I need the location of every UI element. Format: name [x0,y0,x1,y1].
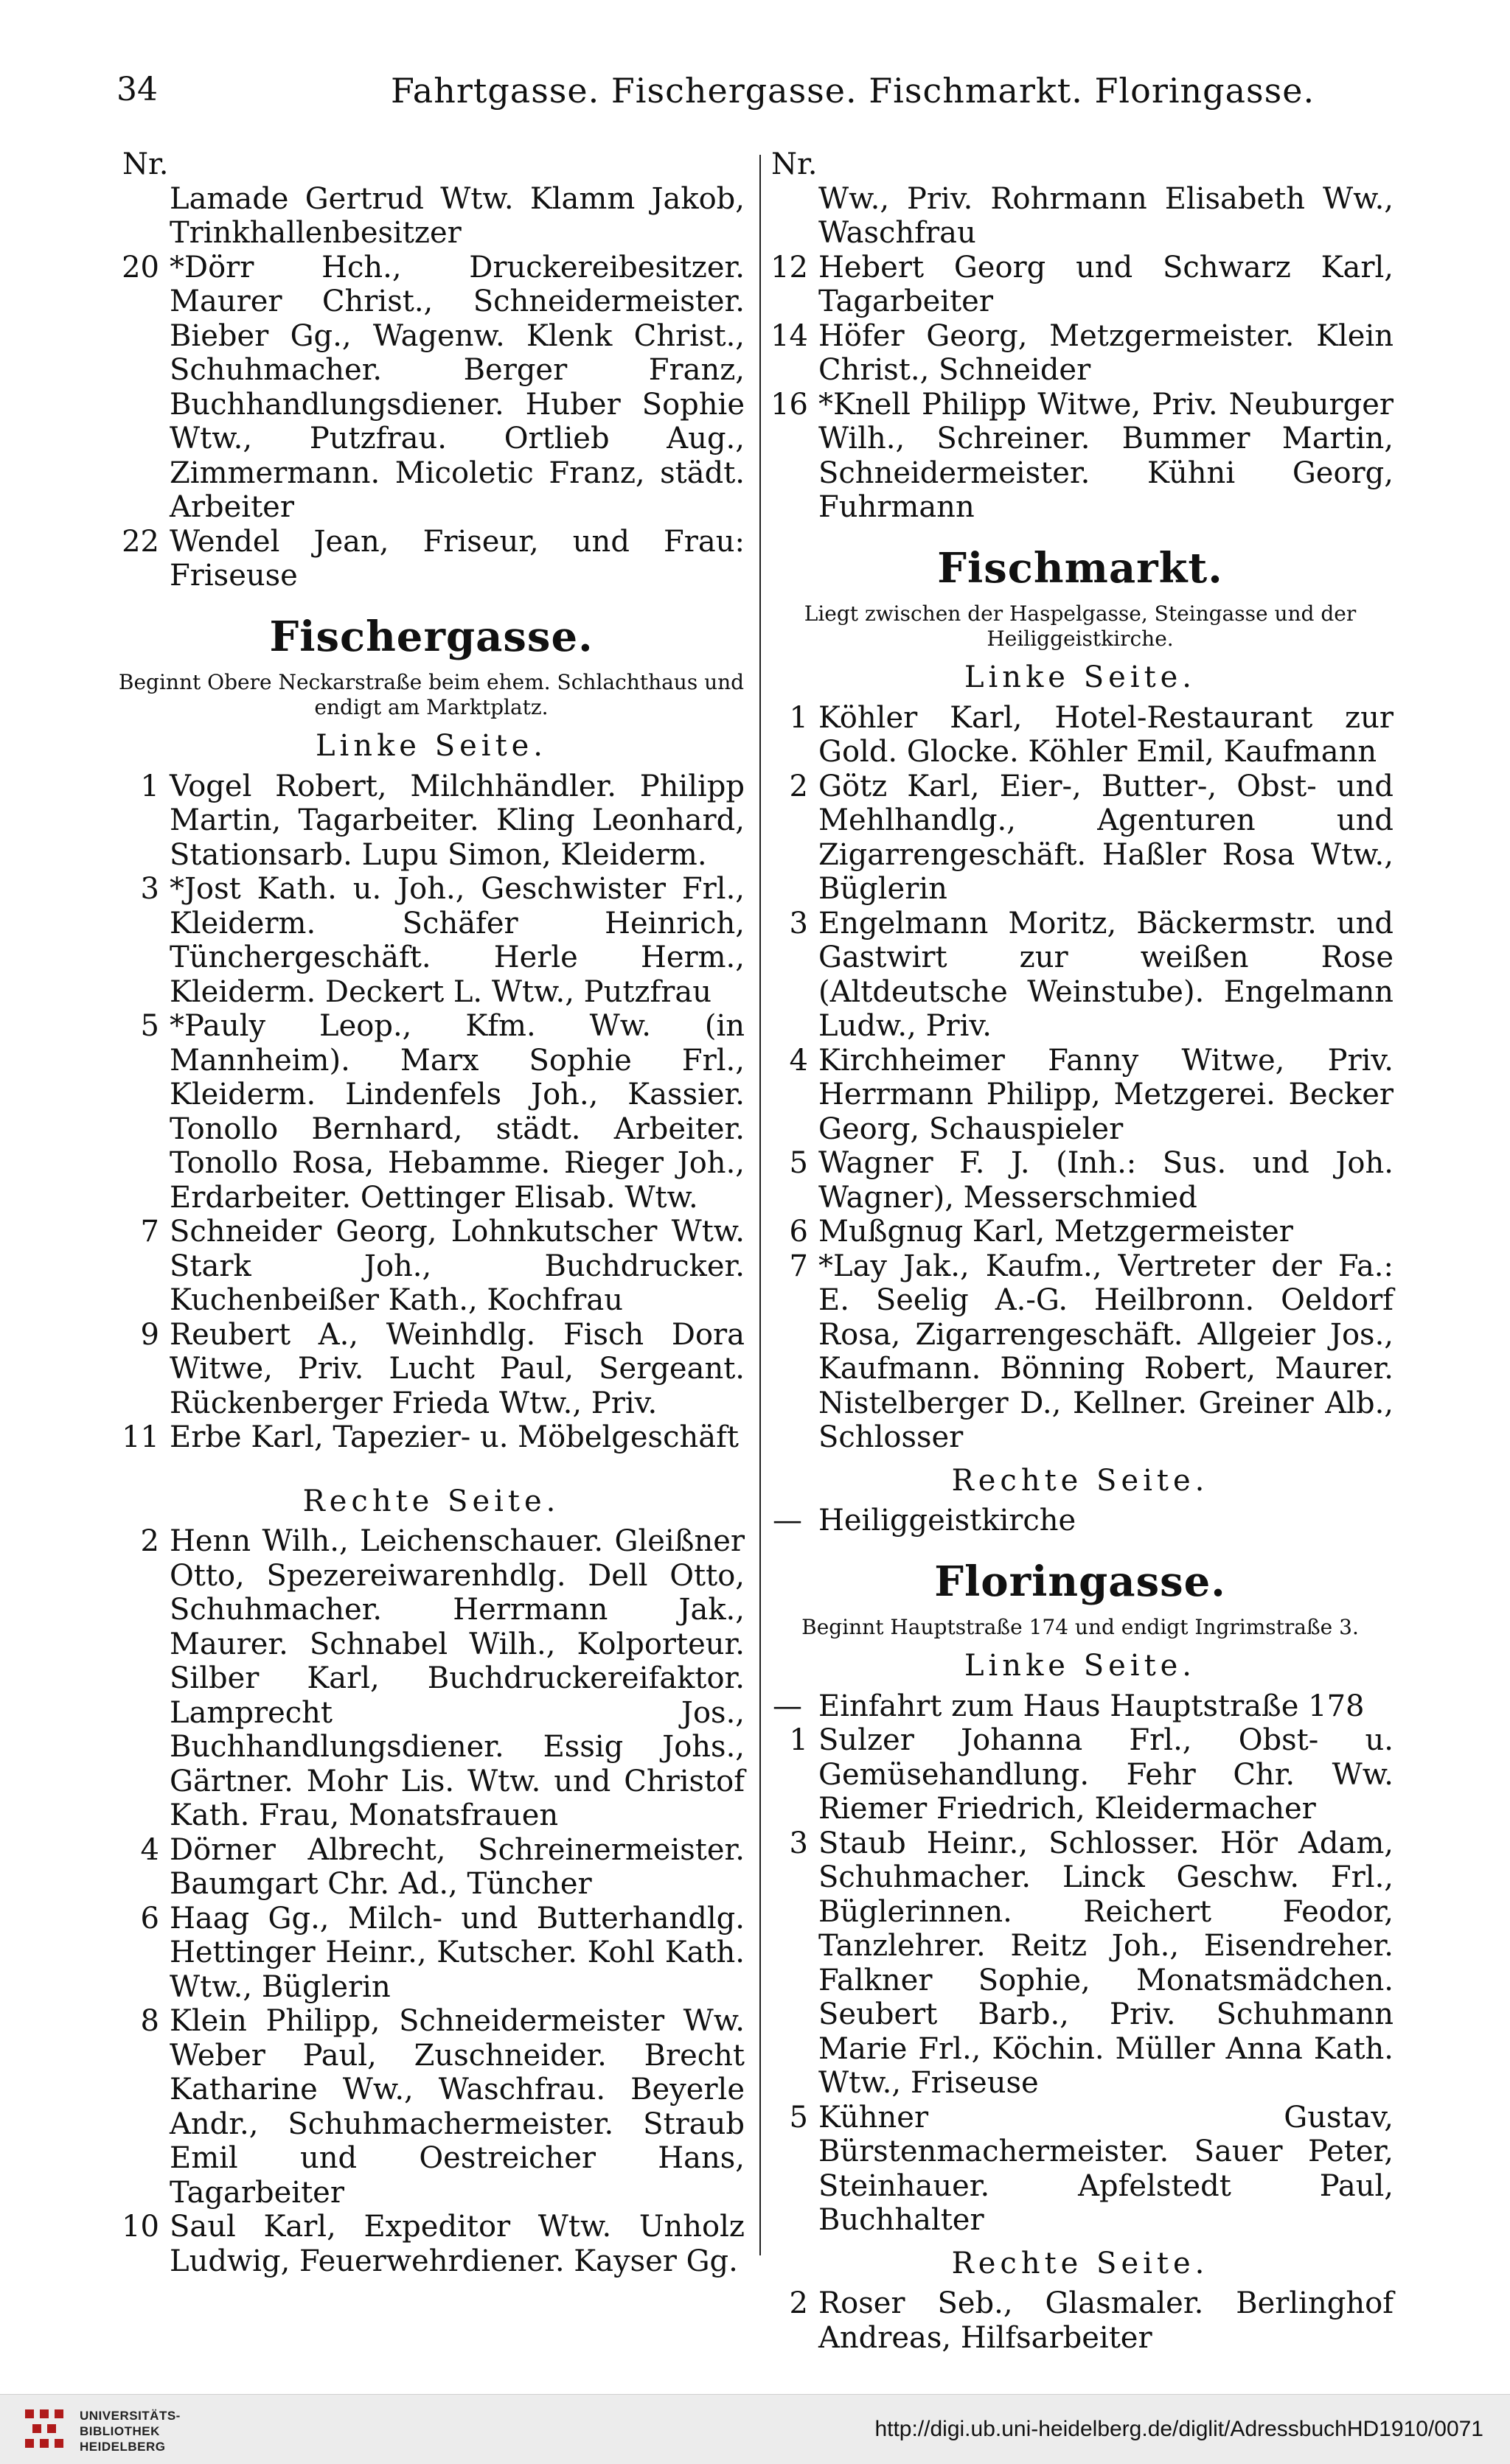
directory-entry [767,1723,1394,1826]
directory-entry [118,251,745,525]
entry-text: Wagner F. J. (Inh.: Sus. und Joh. Wagner), Messerschmied [818,1146,1394,1215]
directory-entry [118,1318,745,1421]
house-number: 3 [789,906,808,940]
logo-line: BIBLIOTHEK [80,2424,160,2438]
side-label: Rechte Seite. [951,1463,1209,1498]
footer-bar [0,2394,1510,2464]
entry-text: Mußgnug Karl, Metzgermeister [818,1215,1293,1249]
entry-text: Einfahrt zum Haus Hauptstraße 178 [818,1689,1365,1723]
house-number: — [773,1504,802,1538]
directory-entry [118,525,745,593]
house-number: 14 [770,318,808,353]
logo-line: UNIVERSITÄTS- [80,2409,181,2423]
page-header-title: Fahrtgasse. Fischergasse. Fischmarkt. Floringasse. [391,71,1315,111]
entry-text: Klein Philipp, Schneidermeister Ww. Weber Paul, Zuschneider. Brecht Katharine Ww., Waschfrau. Beyerle Andr., Schuhmachermeister. Straub Emil und Oestreicher Hans, Tagarbeiter [170,2004,745,2210]
side-label: Rechte Seite. [302,1484,560,1518]
nr-label: Nr. [771,147,818,181]
section-title: Fischergasse. [269,612,594,661]
house-number: 4 [789,1043,808,1078]
directory-entry [767,1215,1394,1249]
directory-entry [767,907,1394,1044]
house-number: 12 [770,250,808,285]
entry-text: Erbe Karl, Tapezier- u. Möbelgeschäft [170,1420,739,1454]
entry-text: Saul Karl, Expeditor Wtw. Unholz Ludwig, Feuerwehrdiener. Kayser Gg. [170,2210,745,2278]
directory-entry [118,1420,745,1455]
house-number: 4 [140,1832,159,1867]
entry-text: Heiliggeistkirche [818,1504,1076,1538]
house-number: 1 [789,1723,808,1757]
right-side-entries [767,2286,1394,2355]
entry-text: Wendel Jean, Friseur, und Frau: Friseuse [170,524,745,593]
section-description: Beginnt Hauptstraße 174 und endigt Ingrimstraße 3. [801,1615,1359,1639]
entry-text: Dörner Albrecht, Schreinermeister. Baumgart Chr. Ad., Tüncher [170,1832,745,1901]
house-number: 7 [140,1215,159,1249]
house-number: 2 [789,769,808,803]
entry-text: Lamade Gertrud Wtw. Klamm Jakob, Trinkhallenbesitzer [170,181,745,250]
entry-text: Hebert Georg und Schwarz Karl, Tagarbeiter [818,250,1394,318]
entry-text: Ww., Priv. Rohrmann Elisabeth Ww., Waschfrau [818,181,1394,250]
directory-entry [118,182,745,251]
house-number: 2 [789,2286,808,2320]
entry-text: *Dörr Hch., Druckereibesitzer. Maurer Christ., Schneidermeister. Bieber Gg., Wagenw. Klenk Christ., Schuhmacher. Berger Franz, Buchhandlungsdiener. Huber Sophie Wtw., Putzfrau. Ortlieb Aug., Zimmermann. Micoletic Franz, städt. Arbeiter [170,250,745,524]
entry-text: Schneider Georg, Lohnkutscher Wtw. Stark Joh., Buchdrucker. Kuchenbeißer Kath., Kochfrau [170,1215,745,1317]
directory-entry [767,1146,1394,1215]
house-number: 6 [140,1901,159,1936]
directory-entry [767,319,1394,388]
house-number: 3 [789,1826,808,1860]
directory-entry [118,1524,745,1833]
house-number: 1 [789,700,808,735]
side-label: Linke Seite. [315,729,548,763]
house-number: 11 [122,1420,159,1454]
house-number: 1 [140,769,159,803]
house-number: 6 [789,1215,808,1249]
house-number: 8 [140,2004,159,2038]
directory-entry [118,1215,745,1318]
house-number: 9 [140,1317,159,1352]
house-number: 20 [122,250,159,285]
entry-text: Köhler Karl, Hotel-Restaurant zur Gold. Glocke. Köhler Emil, Kaufmann [818,700,1394,769]
directory-entry [767,1249,1394,1455]
section-title: Fischmarkt. [937,543,1223,593]
entry-text: Sulzer Johanna Frl., Obst- u. Gemüsehandlung. Fehr Chr. Ww. Riemer Friedrich, Kleidermacher [818,1723,1394,1826]
left-side-entries [767,701,1394,1455]
nr-label: Nr. [122,147,169,181]
house-number: 3 [140,872,159,906]
source-url[interactable]: http://digi.ub.uni-heidelberg.de/diglit/AdressbuchHD1910/0071 [874,2417,1483,2441]
directory-entry [767,388,1394,525]
entry-text: Reubert A., Weinhdlg. Fisch Dora Witwe, Priv. Lucht Paul, Sergeant. Rückenberger Frieda Wtw., Priv. [170,1317,745,1420]
right-side-entries [118,1524,745,2278]
directory-entry [767,1689,1394,1724]
entry-text: Vogel Robert, Milchhändler. Philipp Martin, Tagarbeiter. Kling Leonhard, Stationsarb. Lupu Simon, Kleiderm. [170,769,745,872]
entry-text: Götz Karl, Eier-, Butter-, Obst- und Mehlhandlg., Agenturen und Zigarrengeschäft. Haßler Rosa Wtw., Büglerin [818,769,1394,906]
entry-text: *Jost Kath. u. Joh., Geschwister Frl., Kleiderm. Schäfer Heinrich, Tünchergeschäft. Herle Herm., Kleiderm. Deckert L. Wtw., Putzfrau [170,872,745,1009]
directory-entry [118,2210,745,2278]
house-number: 7 [789,1249,808,1283]
left-side-entries [767,1689,1394,2238]
house-number: — [773,1689,802,1723]
house-number: 22 [122,524,159,559]
directory-entry [118,1833,745,1902]
entry-text: Kühner Gustav, Bürstenmachermeister. Sauer Peter, Steinhauer. Apfelstedt Paul, Buchhalter [818,2100,1394,2237]
house-number: 5 [140,1009,159,1043]
directory-entry [118,2004,745,2210]
entry-text: Kirchheimer Fanny Witwe, Priv. Herrmann Philipp, Metzgerei. Becker Georg, Schauspieler [818,1043,1394,1146]
side-label: Rechte Seite. [951,2246,1209,2280]
top-entries [118,182,745,593]
section-description: Liegt zwischen der Haspelgasse, Steingasse und der Heiliggeistkirche. [804,601,1357,651]
top-entries [767,182,1394,525]
section-title: Floringasse. [934,1557,1226,1606]
right-column [767,147,1394,2355]
side-label: Linke Seite. [964,1649,1197,1683]
entry-text: Henn Wilh., Leichenschauer. Gleißner Otto, Spezereiwarenhdlg. Dell Otto, Schuhmacher. Herrmann Jak., Maurer. Schnabel Wilh., Kolporteur. Silber Karl, Buchdruckereifaktor. Lamprecht Jos., Buchhandlungsdiener. Essig Johs., Gärtner. Mohr Lis. Wtw. und Christof Kath. Frau, Monatsfrauen [170,1524,745,1832]
directory-entry [767,182,1394,251]
right-side-entries [767,1504,1394,1538]
entry-text: Staub Heinr., Schlosser. Hör Adam, Schuhmacher. Linck Geschw. Frl., Büglerinnen. Reichert Feodor, Tanzlehrer. Reitz Joh., Eisendreher. Falkner Sophie, Monatsmädchen. Seubert Barb., Priv. Schuhmann Marie Frl., Köchin. Müller Anna Kath. Wtw., Friseuse [818,1826,1394,2100]
library-logo-icon [22,2407,66,2451]
entry-text: Roser Seb., Glasmaler. Berlinghof Andreas, Hilfsarbeiter [818,2286,1394,2355]
column-divider [759,155,761,2255]
directory-entry [118,769,745,873]
house-number: 5 [789,1146,808,1180]
directory-entry [767,701,1394,769]
entry-text: Haag Gg., Milch- und Butterhandlg. Hettinger Heinr., Kutscher. Kohl Kath. Wtw., Büglerin [170,1901,745,2004]
entry-text: Engelmann Moritz, Bäckermstr. und Gastwirt zur weißen Rose (Altdeutsche Weinstube). Engelmann Ludw., Priv. [818,906,1394,1043]
house-number: 5 [789,2100,808,2135]
entry-text: *Knell Philipp Witwe, Priv. Neuburger Wilh., Schreiner. Bummer Martin, Schneidermeister. Kühni Georg, Fuhrmann [818,387,1394,524]
entry-text: Höfer Georg, Metzgermeister. Klein Christ., Schneider [818,318,1394,387]
left-side-entries [118,769,745,1455]
house-number: 16 [770,387,808,422]
directory-entry [767,1826,1394,2101]
house-number: 2 [140,1524,159,1558]
directory-entry [118,1902,745,2005]
directory-entry [118,1009,745,1215]
left-column [118,147,745,2278]
house-number: 10 [122,2210,159,2244]
directory-entry [118,872,745,1009]
directory-entry [767,1044,1394,1147]
side-label: Linke Seite. [964,660,1197,694]
directory-entry [767,2286,1394,2355]
logo-line: HEIDELBERG [80,2440,166,2454]
directory-entry [767,769,1394,907]
directory-entry [767,251,1394,319]
directory-entry [767,1504,1394,1538]
library-logo-text [80,2408,181,2454]
entry-text: *Lay Jak., Kaufm., Vertreter der Fa.: E. Seelig A.-G. Heilbronn. Oeldorf Rosa, Zigarrengeschäft. Allgeier Jos., Kaufmann. Bönning Robert, Maurer. Nistelberger D., Kellner. Greiner Alb., Schlosser [818,1249,1394,1454]
page-number: 34 [116,71,158,108]
entry-text: *Pauly Leop., Kfm. Ww. (in Mannheim). Marx Sophie Frl., Kleiderm. Lindenfels Joh., Kassier. Tonollo Bernhard, städt. Arbeiter. Tonollo Rosa, Hebamme. Rieger Joh., Erdarbeiter. Oettinger Elisab. Wtw. [170,1009,745,1215]
section-description: Beginnt Obere Neckarstraße beim ehem. Schlachthaus und endigt am Marktplatz. [118,670,745,719]
directory-entry [767,2101,1394,2238]
